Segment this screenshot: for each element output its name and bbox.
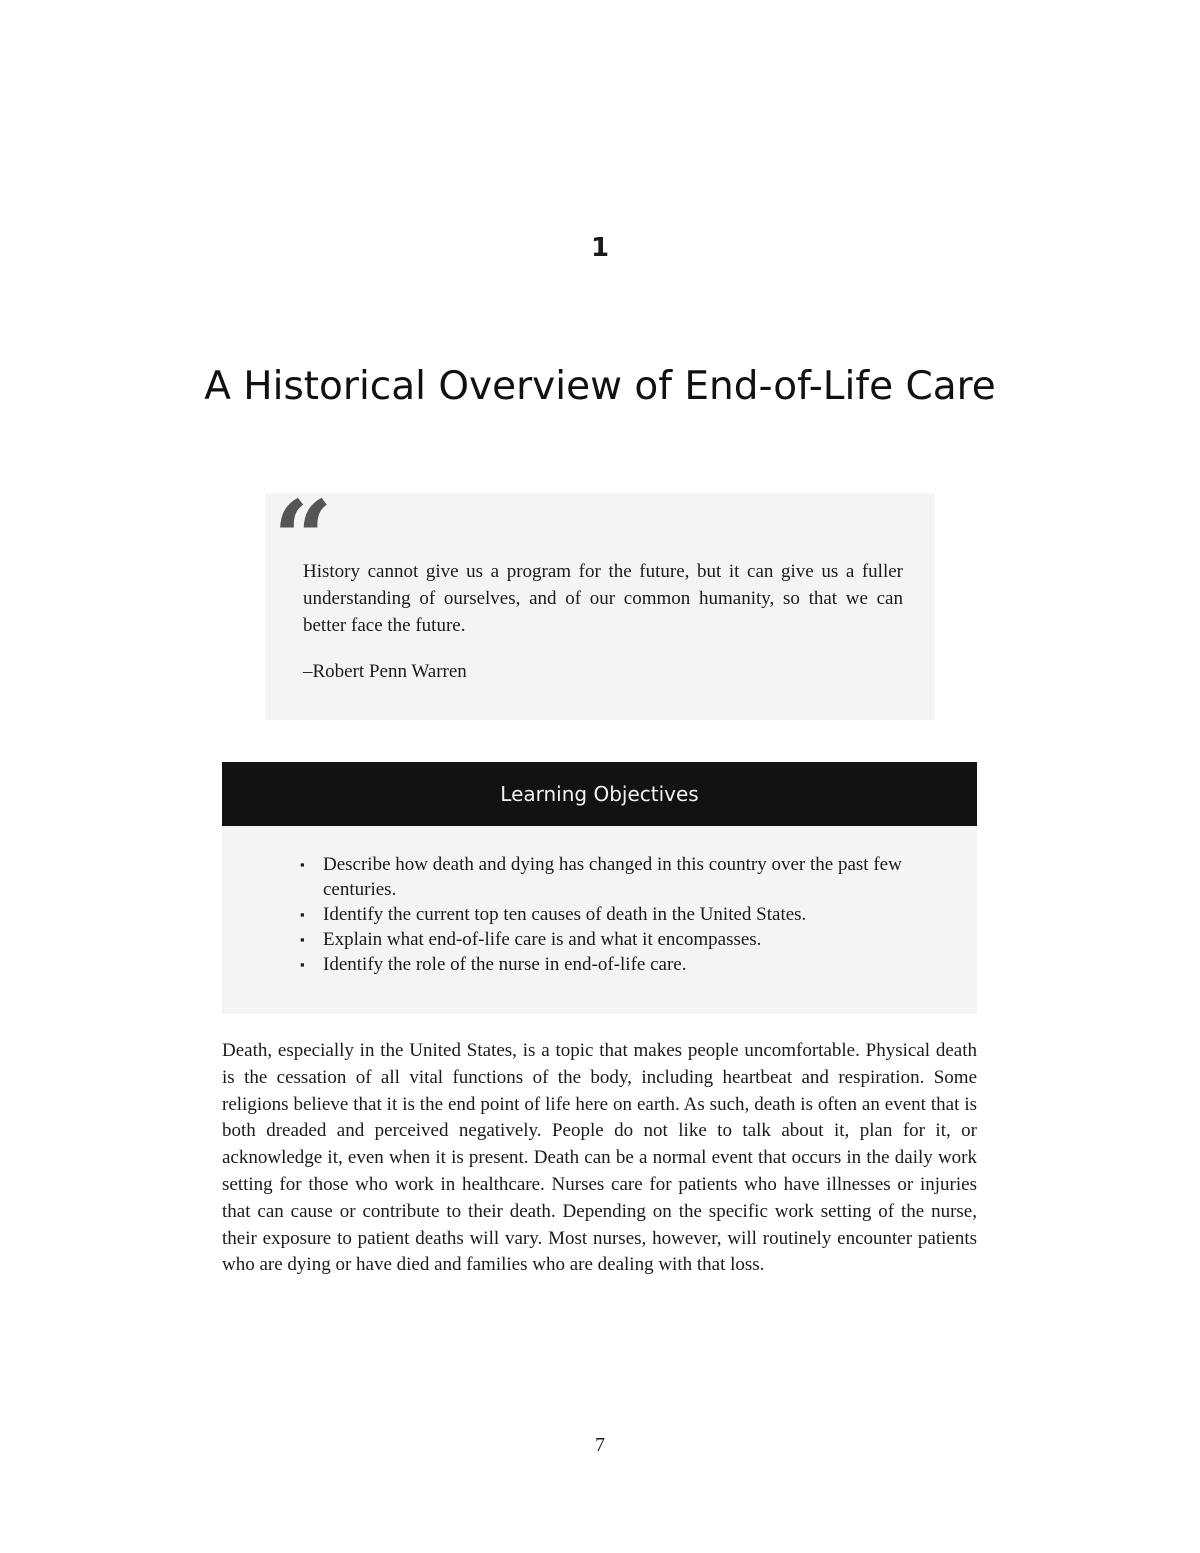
bullet-icon: ▪: [300, 932, 305, 947]
list-item: [300, 902, 925, 927]
list-item: [300, 952, 925, 977]
learning-objectives-box: [222, 826, 977, 1014]
page-number: 7: [595, 1434, 605, 1456]
objective-text: Describe how death and dying has changed in this country over the past few centuries.: [323, 854, 902, 900]
epigraph-text: History cannot give us a program for the future, but it can give us a fuller understanding of ourselves, and of our common humanity, so that we can better face the future.: [303, 561, 903, 636]
bullet-icon: ▪: [300, 907, 305, 922]
learning-objectives-list: [300, 852, 925, 977]
objective-text: Explain what end-of-life care is and what it encompasses.: [323, 929, 762, 950]
list-item: [300, 852, 925, 902]
list-item: [300, 927, 925, 952]
objective-text: Identify the role of the nurse in end-of-life care.: [323, 954, 687, 975]
chapter-title: A Historical Overview of End-of-Life Care: [204, 364, 996, 409]
objective-text: Identify the current top ten causes of death in the United States.: [323, 904, 807, 925]
bullet-icon: ▪: [300, 957, 305, 972]
bullet-icon: ▪: [300, 857, 305, 872]
quote-mark-icon: “: [273, 477, 333, 600]
chapter-number: 1: [590, 233, 610, 263]
body-paragraph: Death, especially in the United States, is a topic that makes people uncomfortable. Physical death is the cessation of all vital functions of the body, including heartbeat and respiration. Some religions believe that it is the end point of life here on earth. As such, death is often an event that is both dreaded and perceived negatively. People do not like to talk about it, plan for it, or acknowledge it, even when it is present. Death can be a normal event that occurs in the daily work setting for those who work in healthcare. Nurses care for patients who have illnesses or injuries that can cause or contribute to their death. Depending on the specific work setting of the nurse, their exposure to patient deaths will vary. Most nurses, however, will routinely encounter patients who are dying or have died and families who are dealing with that loss.: [222, 1040, 977, 1276]
learning-objectives-heading: Learning Objectives: [222, 762, 977, 826]
epigraph-attribution: –Robert Penn Warren: [303, 661, 467, 682]
epigraph-box: [265, 477, 935, 720]
